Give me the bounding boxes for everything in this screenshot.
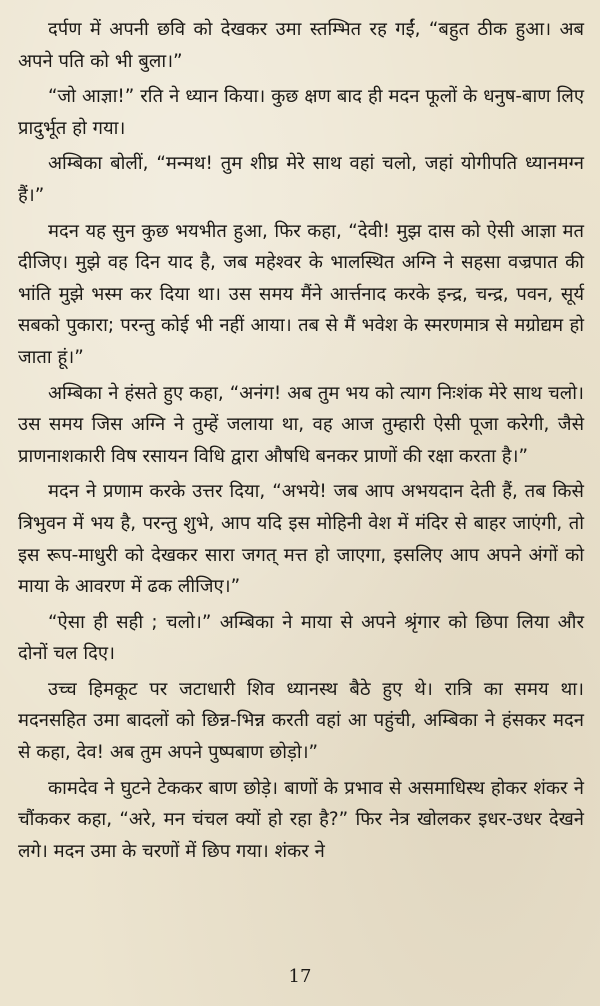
paragraph-9: कामदेव ने घुटने टेककर बाण छोड़े। बाणों के प्रभाव से असमाधिस्थ होकर शंकर ने चौंककर कहा, “अरे, मन चंचल क्यों हो रहा है?” फिर नेत्र खोलकर इधर-उधर देखने लगे। मदन उमा के चरणों में छिप गया। शंकर ने bbox=[18, 777, 584, 862]
body-text bbox=[18, 14, 584, 871]
page-number: 17 bbox=[288, 966, 312, 987]
paragraph-7: “ऐसा ही सही ; चलो।” अम्बिका ने माया से अपने श्रृंगार को छिपा लिया और दोनों चल दिए। bbox=[18, 611, 584, 665]
paragraph-2: “जो आज्ञा!” रति ने ध्यान किया। कुछ क्षण बाद ही मदन फूलों के धनुष-बाण लिए प्रादुर्भूत हो गया। bbox=[18, 86, 584, 139]
paragraph-5: अम्बिका ने हंसते हुए कहा, “अनंग! अब तुम भय को त्याग निःशंक मेरे साथ चलो। उस समय जिस अग्नि ने तुम्हें जलाया था, वह आज तुम्हारी ऐसी पूजा करेगी, जैसे प्राणनाशकारी विष रसायन विधि द्वारा औषधि बनकर प्राणों की रक्षा करता है।” bbox=[18, 382, 584, 467]
paragraph-3: अम्बिका बोलीं, “मन्मथ! तुम शीघ्र मेरे साथ वहां चलो, जहां योगीपति ध्यानमग्न हैं।” bbox=[18, 153, 584, 206]
paragraph-1: दर्पण में अपनी छवि को देखकर उमा स्तम्भित रह गईं, “बहुत ठीक हुआ। अब अपने पति को भी बुला।” bbox=[18, 19, 584, 72]
paragraph-4: मदन यह सुन कुछ भयभीत हुआ, फिर कहा, “देवी! मुझ दास को ऐसी आज्ञा मत दीजिए। मुझे वह दिन याद है, जब महेश्वर के भालस्थित अग्नि ने सहसा वज्रपात की भांति मुझे भस्म कर दिया था। उस समय मैंने आर्त्तनाद करके इन्द्र, चन्द्र, पवन, सूर्य सबको पुकारा; परन्तु कोई भी नहीं आया। तब से मैं भवेश के स्मरणमात्र से मग्रोद्यम हो जाता हूं।” bbox=[18, 220, 584, 368]
paragraph-8: उच्च हिमकूट पर जटाधारी शिव ध्यानस्थ बैठे हुए थे। रात्रि का समय था। मदनसहित उमा बादलों को छिन्न-भिन्न करती वहां आ पहुंची, अम्बिका ने हंसकर मदन से कहा, देव! अब तुम अपने पुष्पबाण छोड़ो।” bbox=[18, 678, 584, 764]
paragraph-6: मदन ने प्रणाम करके उत्तर दिया, “अभये! जब आप अभयदान देती हैं, तब किसे त्रिभुवन में भय है, परन्तु शुभे, आप यदि इस मोहिनी वेश में मंदिर से बाहर जाएंगी, तो इस रूप-माधुरी को देखकर सारा जगत् मत्त हो जाएगा, इसलिए आप अपने अंगों को माया के आवरण में ढक लीजिए।” bbox=[18, 481, 584, 598]
